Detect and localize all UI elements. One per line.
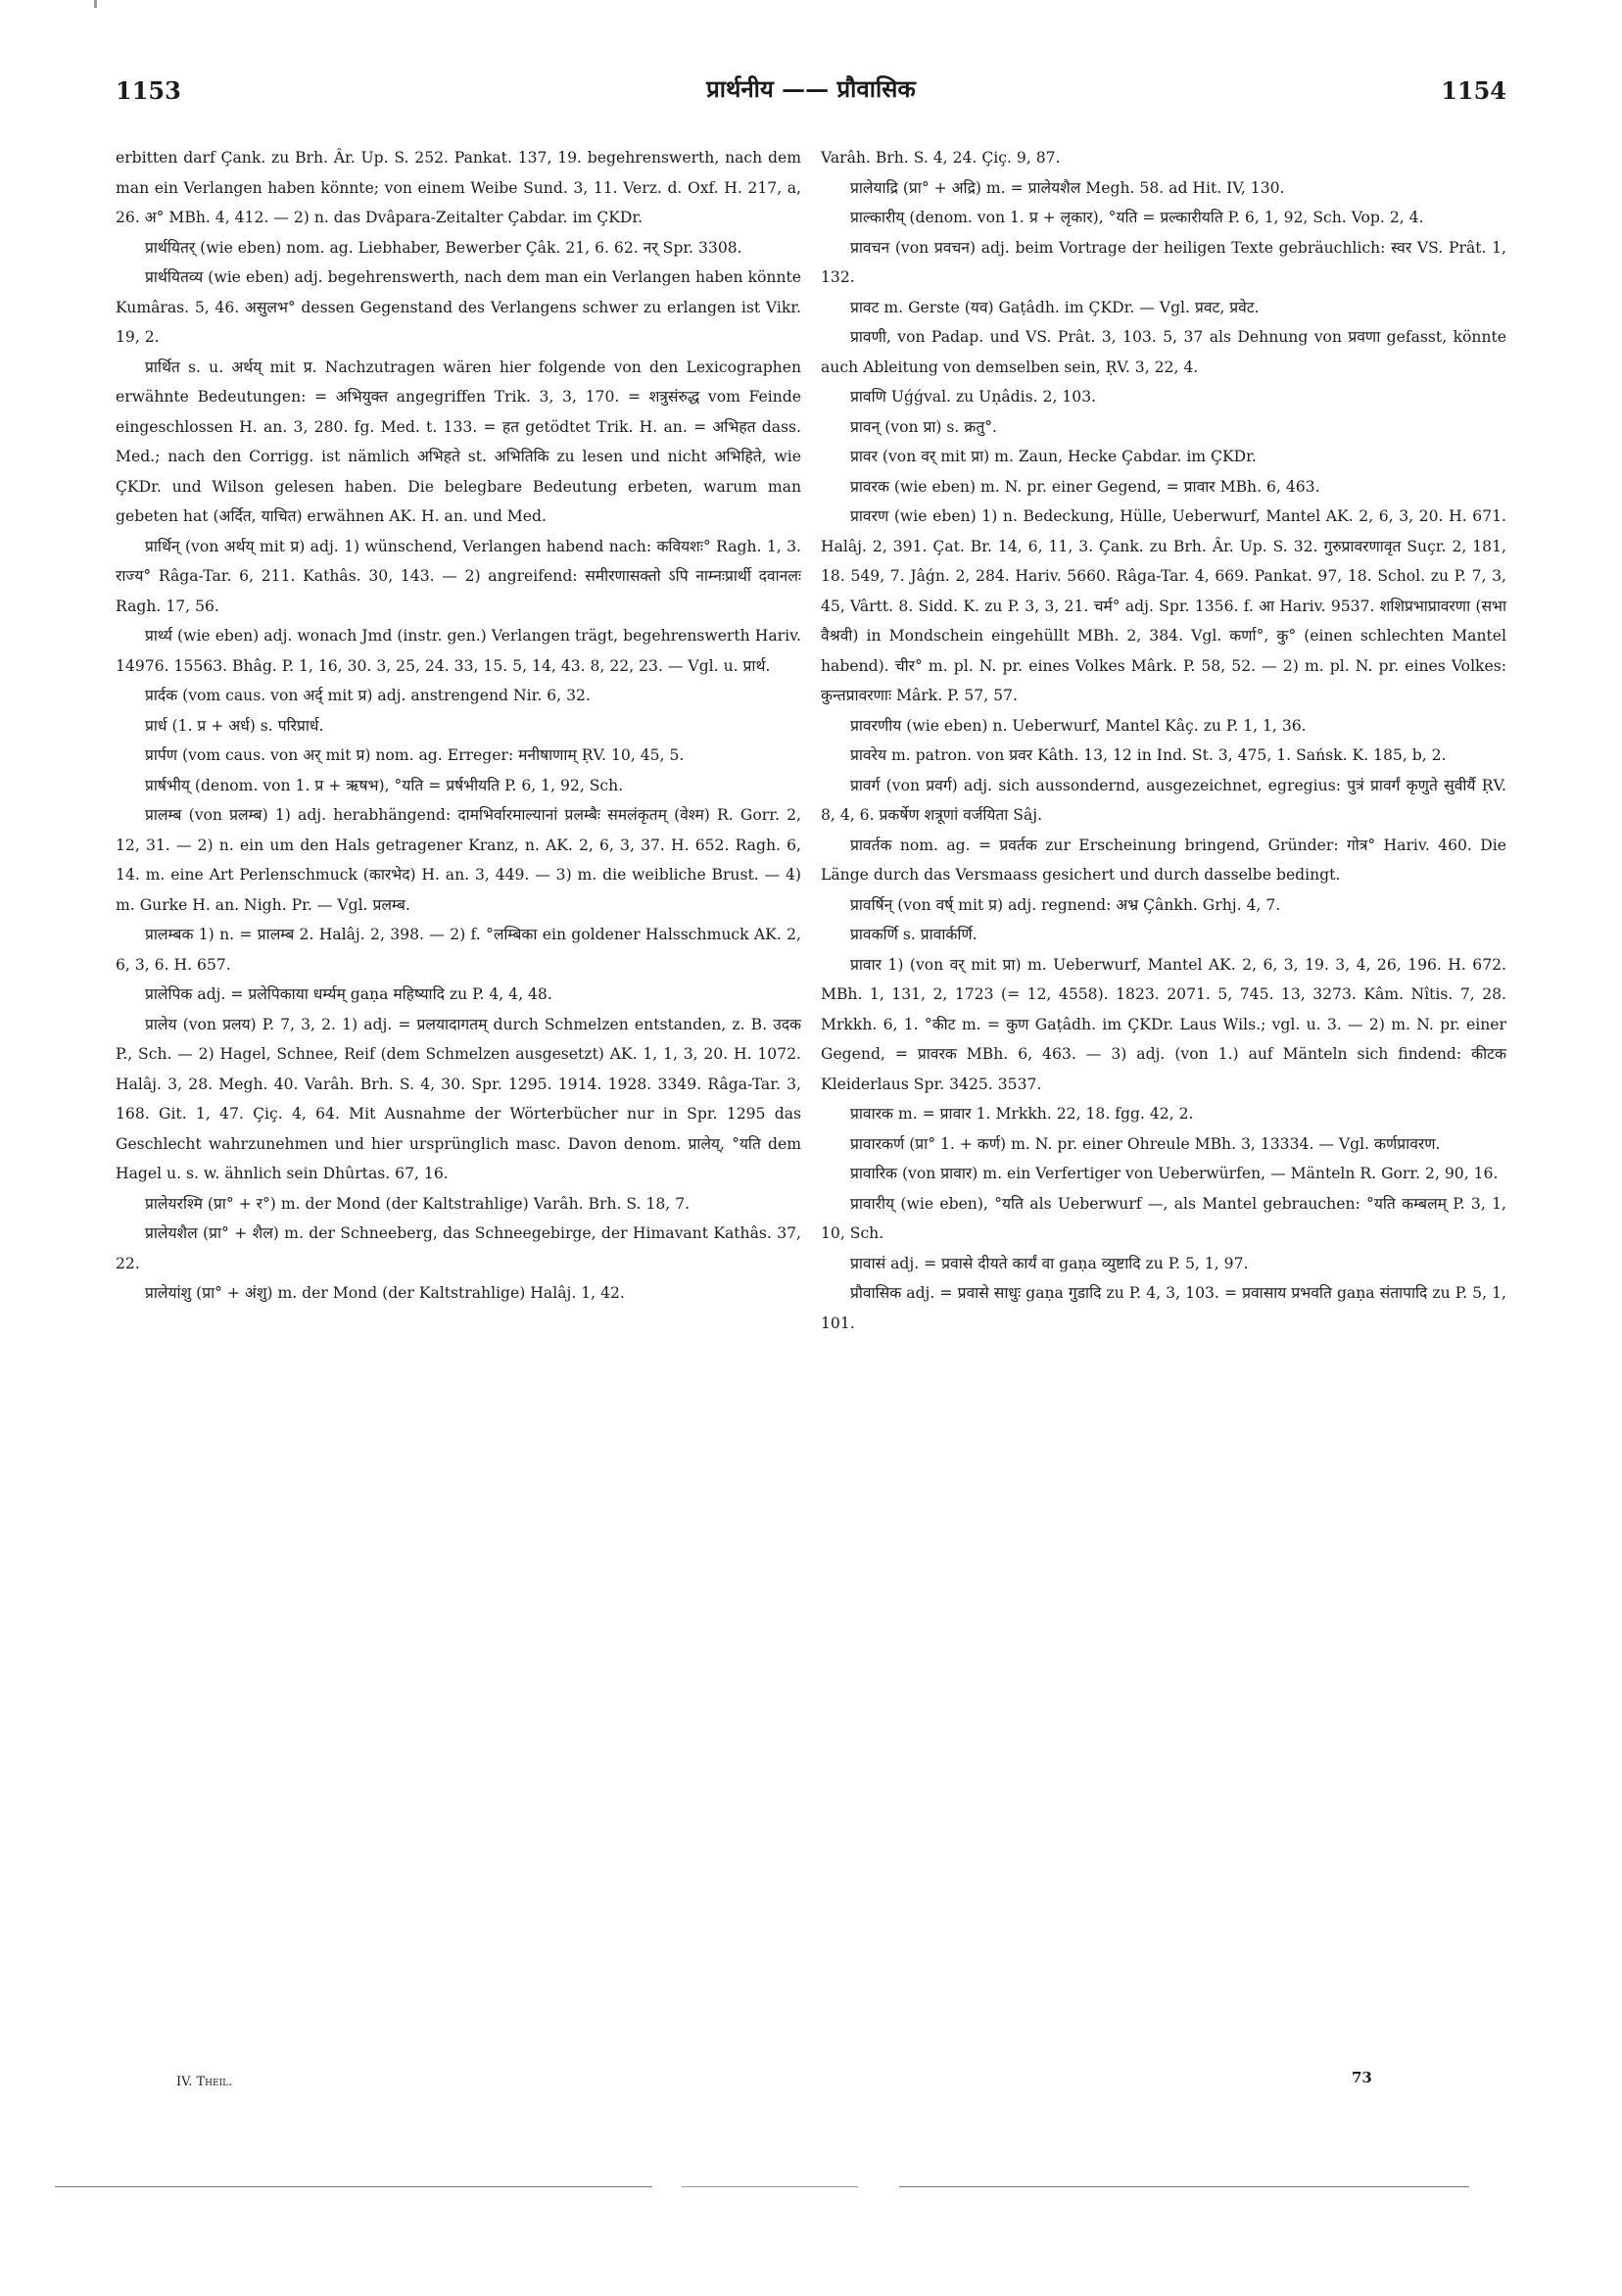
left-column [116,143,801,1309]
dictionary-entry: प्राल्कारीय् (denom. von 1. प्र + लृकार), °यति = प्रल्कारीयति P. 6, 1, 92, Sch. Vop. 2, 4. [850,209,1424,226]
dictionary-entry: प्रावर्षिन् (von वर्ष् mit प्र) adj. regnend: अभ्र Çânkh. Grhj. 4, 7. [850,895,1281,914]
dictionary-entry: प्रावर (von वर् mit प्रा) m. Zaun, Hecke Çabdar. im ÇKDr. [850,448,1257,465]
dictionary-entry: प्रावर्ग (von प्रवर्ग) adj. sich aussondernd, ausgezeichnet, egregius: पुत्रं प्रावर्गं कृणुते सुवीर्यै ṚV. 8, 4, 6. प्रकर्षेण शत्रूणां वर्जयिता Sâj. [821,776,1506,824]
dictionary-entry: प्रालेयांशु (प्रा° + अंशु) m. der Mond (der Kaltstrahlige) Halâj. 1, 42. [145,1284,625,1302]
sheet-number: 73 [1352,2069,1372,2086]
dictionary-entry: प्रावासं adj. = प्रवासे दीयते कार्यं वा gaṇa व्युष्टादि zu P. 5, 1, 97. [850,1254,1249,1272]
continued-entry: Varâh. Brh. S. 4, 24. Çiç. 9, 87. [821,149,1061,167]
dictionary-entry: प्रावट m. Gerste (यव) Gaṭâdh. im ÇKDr. — Vgl. प्रवट, प्रवेट. [850,298,1260,316]
dictionary-entry: प्रावकर्णि s. प्रावार्कर्णि. [850,926,978,943]
dictionary-entry: प्रार्थयितव्य (wie eben) adj. begehrenswerth, nach dem man ein Verlangen haben könnte Kumâras. 5, 46. असुलभ° dessen Gegenstand des Verlangens schwer zu erlangen ist Vikr. 19, 2. [116,268,801,346]
dictionary-entry: प्रावरणीय (wie eben) n. Ueberwurf, Mantel Kâç. zu P. 1, 1, 36. [850,716,1307,735]
dictionary-entry: प्रार्थ्य (wie eben) adj. wonach Jmd (instr. gen.) Verlangen trägt, begehrenswerth Hariv. 14976. 15563. Bhâg. P. 1, 16, 30. 3, 25, 24. 33, 15. 5, 14, 43. 8, 22, 23. — Vgl. u. प्रार्थ. [116,627,801,675]
scan-mark [94,0,97,8]
dictionary-entry: प्रावारिक (von प्रावार) m. ein Verfertiger von Ueberwürfen, — Mänteln R. Gorr. 2, 90, 16. [850,1165,1499,1182]
dictionary-entry: प्रावरक (wie eben) m. N. pr. einer Gegend, = प्रावार MBh. 6, 463. [850,477,1320,496]
dictionary-entry: प्रालम्ब (von प्रलम्ब) 1) adj. herabhängend: दामभिर्वारमाल्यानां प्रलम्बैः समलंकृतम् (वेश्म) R. Gorr. 2, 12, 31. — 2) n. ein um den Hals getragener Kranz, n. AK. 2, 6, 3, 37. H. 652. Ragh. 6, 14. m. eine Art Perlenschmuck (कारभेद) H. an. 3, 449. — 3) m. die weibliche Brust. — 4) m. Gurke H. an. Nigh. Pr. — Vgl. प्रलम्ब. [116,806,801,914]
page-number-right: 1154 [1441,76,1506,105]
dictionary-entry: प्रावारक m. = प्रावार 1. Mrkkh. 22, 18. fgg. 42, 2. [850,1105,1194,1123]
bottom-rule-left [55,2186,652,2187]
dictionary-entry: प्रालेय (von प्रलय) P. 7, 3, 2. 1) adj. = प्रलयादागतम् durch Schmelzen entstanden, z. B. उदक P., Sch. — 2) Hagel, Schnee, Reif (dem Schmelzen ausgesetzt) AK. 1, 1, 3, 20. H. 1072. Halâj. 3, 28. Megh. 40. Varâh. Brh. S. 4, 30. Spr. 1295. 1914. 1928. 3349. Râga-Tar. 3, 168. Git. 1, 47. Çiç. 4, 64. Mit Ausnahme der Wörterbücher nur in Spr. 1295 das Geschlecht wahrzunehmen und hier ursprünglich masc. Davon denom. प्रालेय्, °यति dem Hagel u. s. w. ähnlich sein Dhûrtas. 67, 16. [116,1015,801,1182]
dictionary-entry: प्रार्थित s. u. अर्थय् mit प्र. Nachzutragen wären hier folgende von den Lexicographen erwähnte Bedeutungen: = अभियुक्त angegriffen Trik. 3, 3, 170. = शत्रुसंरुद्ध vom Feinde eingeschlossen H. an. 3, 280. fg. Med. t. 133. = हत getödtet Trik. H. an. = अभिहत dass. Med.; nach den Corrigg. ist nämlich अभिहते st. अभितिकि zu lesen und nicht अभिहिते, wie ÇKDr. und Wilson gelesen haben. Die belegbare Bedeutung erbeten, warum man gebeten hat (अर्दित, याचित) erwähnen AK. H. an. und Med. [116,358,801,525]
bottom-rule-middle [682,2186,858,2187]
dictionary-entry: प्रावारीय् (wie eben), °यति als Ueberwurf —, als Mantel gebrauchen: °यति कम्बलम् P. 3, 1, 10, Sch. [821,1194,1506,1242]
dictionary-entry: प्रौवासिक adj. = प्रवासे साधुः gaṇa गुडादि zu P. 4, 3, 103. = प्रवासाय प्रभवति gaṇa संतापादि zu P. 5, 1, 101. [821,1284,1506,1332]
dictionary-entry: प्रावन् (von प्रा) s. क्रतु°. [850,417,997,436]
right-column [821,143,1506,1338]
dictionary-entry: प्रालेपिक adj. = प्रलेपिकाया धर्म्यम् gaṇa महिष्यादि zu P. 4, 4, 48. [145,985,552,1003]
dictionary-entry: प्रालेयाद्रि (प्रा° + अद्रि) m. = प्रालेयशैल Megh. 58. ad Hit. IV, 130. [850,178,1285,197]
dictionary-entry: प्रार्थयितर् (wie eben) nom. ag. Liebhaber, Bewerber Çâk. 21, 6. 62. नर् Spr. 3308. [145,238,742,257]
continued-entry: erbitten darf Çank. zu Brh. Âr. Up. S. 252. Pankat. 137, 19. begehrenswerth, nach dem man ein Verlangen haben könnte; von einem Weibe Sund. 3, 11. Verz. d. Oxf. H. 217, a, 26. अ° MBh. 4, 412. — 2) n. das Dvâpara-Zeitalter Çabdar. im ÇKDr. [116,149,801,226]
dictionary-entry: प्रावारकर्ण (प्रा° 1. + कर्ण) m. N. pr. einer Ohreule MBh. 3, 13334. — Vgl. कर्णप्रावरण. [850,1134,1441,1153]
dictionary-entry: प्रालेयशैल (प्रा° + शैल) m. der Schneeberg, das Schneegebirge, der Himavant Kathâs. 37, 22. [116,1224,801,1272]
dictionary-entry: प्रार्पण (vom caus. von अर् mit प्र) nom. ag. Erreger: मनीषाणाम् ṚV. 10, 45, 5. [145,746,685,764]
page-header [116,76,1506,116]
page-number-left: 1153 [116,76,181,105]
bottom-rule-right [899,2186,1469,2187]
dictionary-entry: प्रावर्तक nom. ag. = प्रवर्तक zur Erscheinung bringend, Gründer: गोत्र° Hariv. 460. Die Länge durch das Versmaass gesichert und durch dasselbe bedingt. [821,836,1506,884]
dictionary-entry: प्रार्थिन् (von अर्थय् mit प्र) adj. 1) wünschend, Verlangen habend nach: कवियशः° Ragh. 1, 3. राज्य° Râga-Tar. 6, 211. Kathâs. 30, 143. — 2) angreifend: समीरणासक्तो ऽपि नाम्नःप्रार्थी दवानलः Ragh. 17, 56. [116,537,801,615]
dictionary-entry: प्रावार 1) (von वर् mit प्रा) m. Ueberwurf, Mantel AK. 2, 6, 3, 19. 3, 4, 26, 196. H. 672. MBh. 1, 131, 2, 1723 (= 12, 4558). 1823. 2071. 5, 745. 13, 3273. Kâm. Nîtis. 7, 28. Mrkkh. 6, 1. °कीट m. = कुण Gaṭâdh. im ÇKDr. Laus Wils.; vgl. u. 3. — 2) m. N. pr. einer Gegend, = प्रावरक MBh. 6, 463. — 3) adj. (von 1.) auf Mänteln sich findend: कीटक Kleiderlaus Spr. 3425. 3537. [821,955,1506,1093]
dictionary-entry: प्रालम्बक 1) n. = प्रालम्ब 2. Halâj. 2, 398. — 2) f. °लम्बिका ein goldener Halsschmuck AK. 2, 6, 3, 6. H. 657. [116,926,801,974]
running-head: प्रार्थनीय —— प्रौवासिक [706,74,916,103]
dictionary-entry: प्रार्ध (1. प्र + अर्ध) s. परिप्रार्ध. [145,716,324,735]
dictionary-entry: प्रावरण (wie eben) 1) n. Bedeckung, Hülle, Ueberwurf, Mantel AK. 2, 6, 3, 20. H. 671. Halâj. 2, 391. Çat. Br. 14, 6, 11, 3. Çank. zu Brh. Âr. Up. S. 32. गुरुप्रावरणावृत Suçr. 2, 181, 18. 549, 7. Jâǵn. 2, 284. Hariv. 5660. Râga-Tar. 4, 669. Pankat. 97, 18. Schol. zu P. 7, 3, 45, Vârtt. 8. Sidd. K. zu P. 3, 3, 21. चर्म° adj. Spr. 1356. f. आ Hariv. 9537. शशिप्रभाप्रावरणा (सभा वैश्रवी) in Mondschein eingehüllt MBh. 2, 384. Vgl. कर्णा°, कु° (einen schlechten Mantel habend). चीर° m. pl. N. pr. eines Volkes Mârk. P. 58, 52. — 2) m. pl. N. pr. eines Volkes: कुन्तप्रावरणाः Mârk. P. 57, 57. [821,507,1506,704]
dictionary-entry: प्रार्षभीय् (denom. von 1. प्र + ऋषभ), °यति = प्रर्षभीयति P. 6, 1, 92, Sch. [145,776,624,794]
dictionary-entry: प्रावणी, von Padap. und VS. Prât. 3, 103. 5, 37 als Dehnung von प्रवणा gefasst, könnte auch Ableitung von demselben sein, ṚV. 3, 22, 4. [821,328,1506,376]
dictionary-entry: प्रार्दक (vom caus. von अर्द् mit प्र) adj. anstrengend Nir. 6, 32. [145,687,591,704]
sheet-signature: IV. Theil. [176,2075,233,2089]
dictionary-entry: प्रावचन (von प्रवचन) adj. beim Vortrage der heiligen Texte gebräuchlich: स्वर VS. Prât. 1, 132. [821,238,1506,286]
dictionary-entry: प्रावरेय m. patron. von प्रवर Kâth. 13, 12 in Ind. St. 3, 475, 1. Sańsk. K. 185, b, 2. [850,746,1447,764]
dictionary-entry: प्रालेयरश्मि (प्रा° + र°) m. der Mond (der Kaltstrahlige) Varâh. Brh. S. 18, 7. [145,1194,691,1213]
dictionary-entry: प्रावणि Uǵǵval. zu Uṇâdis. 2, 103. [850,388,1097,406]
